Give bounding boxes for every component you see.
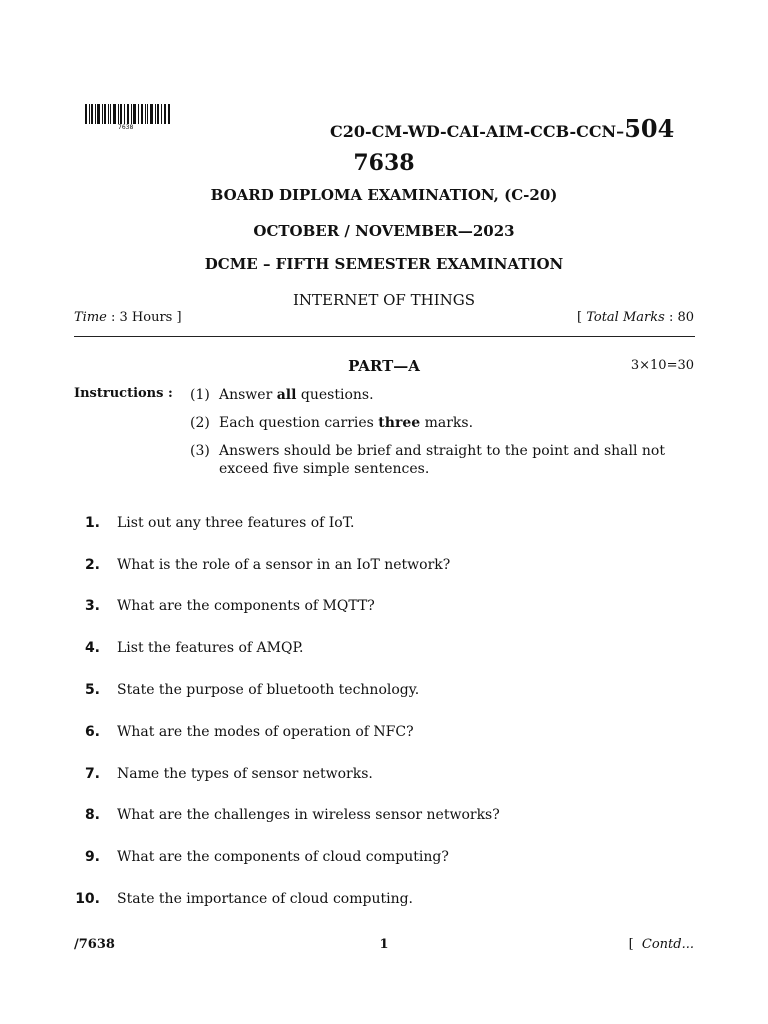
question-item: 4. List the features of AMQP. — [84, 640, 304, 656]
instruction-item: (1) Answer all questions. — [190, 387, 374, 403]
question-item: 10. State the importance of cloud computing. — [75, 891, 413, 907]
exam-session: OCTOBER / NOVEMBER—2023 — [253, 222, 515, 240]
question-item: 3. What are the components of MQTT? — [84, 598, 375, 614]
page-number: 1 — [379, 937, 389, 952]
question-item: 8. What are the challenges in wireless sensor networks? — [84, 807, 500, 823]
subject-title: INTERNET OF THINGS — [292, 291, 475, 309]
barcode — [85, 104, 170, 124]
question-item: 5. State the purpose of bluetooth technology. — [84, 682, 420, 698]
barcode-number: 7638 — [118, 124, 134, 131]
question-item: 6. What are the modes of operation of NFC? — [84, 724, 414, 740]
total-marks-info: [ Total Marks : 80 — [577, 310, 694, 325]
question-item: 1. List out any three features of IoT. — [84, 515, 355, 531]
divider — [74, 336, 695, 337]
part-title: PART—A — [348, 357, 420, 375]
question-item: 7. Name the types of sensor networks. — [84, 766, 373, 782]
marks-value: : 80 — [668, 310, 694, 325]
question-item: 2. What is the role of a sensor in an IoT network? — [84, 557, 451, 573]
time-info — [74, 310, 182, 325]
paper-code — [330, 114, 674, 143]
instruction-item: (2) Each question carries three marks. — [190, 415, 474, 431]
time-value: : 3 Hours ] — [111, 310, 182, 325]
continued-note: [ Contd... — [628, 937, 694, 952]
instructions-label: Instructions : — [74, 386, 173, 401]
part-marks: 3×10=30 — [630, 358, 694, 373]
paper-code-number: 504 — [624, 114, 675, 143]
instruction-item: (3) Answers should be brief and straight to the point and shall not exceed five simple sentences. — [190, 443, 665, 477]
exam-title: BOARD DIPLOMA EXAMINATION, (C-20) — [210, 186, 558, 204]
question-item: 9. What are the components of cloud computing? — [84, 849, 449, 865]
footer-paper-code: /7638 — [74, 937, 115, 952]
paper-code-text: C20-CM-WD-CAI-AIM-CCB-CCN– — [330, 122, 625, 141]
paper-number: 7638 — [353, 150, 415, 176]
time-label: Time — [74, 310, 107, 325]
semester-title: DCME – FIFTH SEMESTER EXAMINATION — [204, 255, 564, 273]
marks-label: Total Marks — [586, 310, 665, 325]
